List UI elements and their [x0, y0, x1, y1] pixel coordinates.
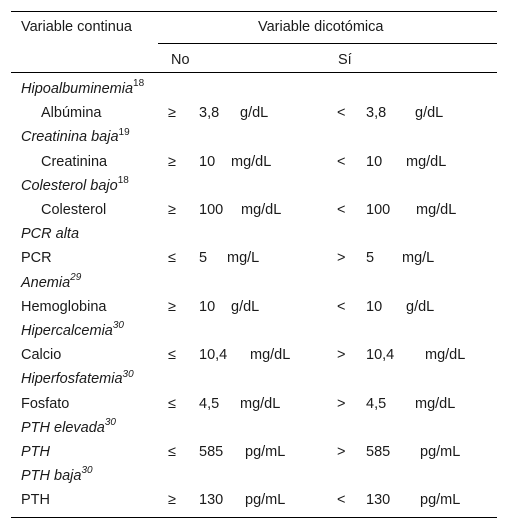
no-operator: ≤ [168, 395, 176, 412]
no-value: 130 [199, 492, 224, 509]
si-value: 3,8 [366, 105, 387, 122]
no-value: 100 [199, 202, 224, 218]
si-operator: < [337, 153, 346, 170]
no-operator: ≥ [168, 105, 176, 122]
reference-superscript: 18 [133, 78, 145, 90]
si-value: 130 [366, 492, 391, 509]
no-value: 4,5 [199, 395, 220, 412]
no-operator: ≥ [168, 153, 176, 170]
si-operator: > [337, 444, 346, 460]
si-value: 5 [366, 250, 375, 267]
reference-superscript: 30 [112, 320, 124, 332]
no-operator: ≥ [168, 298, 176, 315]
group-label-text: PCR alta [21, 226, 80, 243]
variable-name: PTH [21, 444, 50, 460]
table-bottom-rule [11, 517, 497, 518]
header-no: No [171, 52, 190, 68]
no-value: 10 [199, 153, 216, 170]
si-operator: < [337, 202, 346, 218]
group-label [21, 416, 116, 437]
group-label [21, 467, 93, 485]
no-operator: ≤ [168, 444, 176, 460]
group-label-text: PTH baja [21, 468, 82, 485]
group-label-text: Colesterol bajo [21, 177, 118, 194]
si-value: 4,5 [366, 395, 387, 412]
no-unit: mg/L [227, 250, 260, 267]
si-unit: mg/dL [425, 347, 466, 364]
no-unit: mg/dL [240, 395, 281, 412]
variable-name: Colesterol [41, 202, 107, 218]
si-value: 585 [366, 444, 391, 460]
group-label-text: Hipercalcemia [21, 323, 113, 339]
si-operator: < [337, 492, 346, 509]
reference-superscript: 19 [118, 126, 130, 138]
header-si: Sí [338, 52, 352, 68]
no-value: 10,4 [199, 347, 228, 364]
group-label-text: PTH elevada [21, 419, 105, 436]
group-label [21, 128, 130, 146]
no-operator: ≥ [168, 202, 176, 218]
variable-name: PTH [21, 492, 50, 509]
si-unit: g/dL [415, 105, 444, 122]
reference-superscript: 30 [104, 416, 116, 428]
no-value: 585 [199, 444, 224, 460]
si-operator: > [337, 395, 346, 412]
si-unit: mg/L [402, 250, 435, 267]
si-value: 10 [366, 298, 383, 315]
group-label-text: Creatinina baja [21, 129, 119, 146]
si-operator: < [337, 105, 346, 122]
si-value: 10,4 [366, 347, 395, 364]
si-unit: g/dL [406, 298, 435, 315]
si-operator: > [337, 250, 346, 267]
group-label [21, 271, 82, 292]
reference-superscript: 30 [122, 368, 134, 380]
group-label-text: Hiperfosfatemia [21, 371, 123, 388]
no-unit: g/dL [240, 105, 269, 122]
no-unit: g/dL [231, 298, 260, 315]
table-top-rule [11, 11, 497, 12]
si-value: 10 [366, 153, 383, 170]
variable-name: Hemoglobina [21, 298, 107, 315]
group-label-text: Anemia [21, 274, 71, 291]
variable-name: Creatinina [41, 153, 108, 170]
no-operator: ≥ [168, 492, 176, 509]
variable-name: Albúmina [41, 105, 102, 122]
no-unit: pg/mL [245, 492, 286, 509]
group-label [21, 322, 124, 340]
si-operator: > [337, 347, 346, 364]
si-unit: pg/mL [420, 444, 461, 460]
no-operator: ≤ [168, 250, 176, 267]
group-label [21, 174, 129, 195]
si-unit: pg/mL [420, 492, 461, 509]
si-unit: mg/dL [416, 202, 457, 218]
no-value: 5 [199, 250, 208, 267]
header-bottom-rule [11, 72, 497, 73]
si-unit: mg/dL [415, 395, 456, 412]
variable-name: Fosfato [21, 395, 70, 412]
group-label-text: Hipoalbuminemia [21, 81, 134, 97]
no-unit: pg/mL [245, 444, 286, 460]
si-unit: mg/dL [406, 153, 447, 170]
no-value: 3,8 [199, 105, 220, 122]
reference-superscript: 30 [81, 465, 93, 477]
variable-name: PCR [21, 250, 52, 267]
reference-superscript: 29 [70, 271, 82, 283]
header-variable-continua: Variable continua [21, 19, 132, 35]
no-value: 10 [199, 298, 216, 315]
header-variable-dicotomica: Variable dicotómica [258, 19, 384, 35]
group-header-rule [158, 43, 497, 44]
variable-name: Calcio [21, 347, 62, 364]
no-operator: ≤ [168, 347, 176, 364]
no-unit: mg/dL [250, 347, 291, 364]
si-operator: < [337, 298, 346, 315]
si-value: 100 [366, 202, 391, 218]
group-label [21, 80, 144, 98]
group-label [21, 225, 79, 243]
no-unit: mg/dL [241, 202, 282, 218]
reference-superscript: 18 [117, 174, 129, 186]
no-unit: mg/dL [231, 153, 272, 170]
group-label [21, 370, 134, 388]
